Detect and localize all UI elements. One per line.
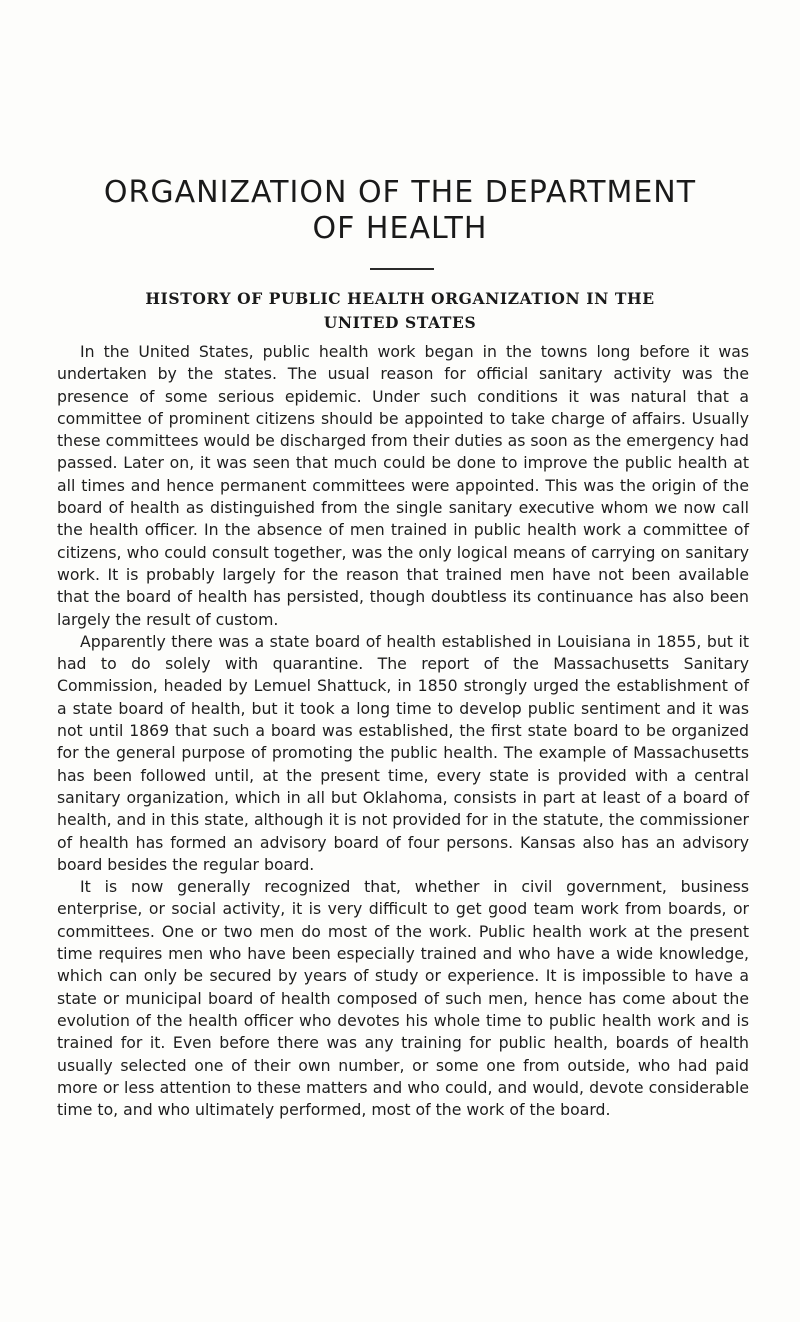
paragraph-2: Apparently there was a state board of health established in Louisiana in 1855, but it had to do solely with quarantine. The report of the Massachusetts Sanitary Commission, headed by Lemuel Shattuck, in 1850 strongly urged the establishment of a state board of health, but it took a long time to develop public sentiment and it was not until 1869 that such a board was established, the first state board to be organized for the general purpose of promoting the public health. The example of Massachusetts has been followed until, at the present time, every state is provided with a central sanitary organization, which in all but Oklahoma, consists in part at least of a board of health, and in this state, although it is not provided for in the statute, the commissioner of health has formed an advisory board of four persons. Kansas also has an advisory board besides the regular board. bbox=[57, 631, 749, 874]
paragraph-3: It is now generally recognized that, whether in civil government, business enterprise, or social activity, it is very difficult to get good team work from boards, or committees. One or two men do most of the work. Public health work at the present time requires men who have been especially trained and who have a wide knowledge, which can only be secured by years of study or experience. It is impossible to have a state or municipal board of health composed of such men, hence has come about the evolution of the health officer who devotes his whole time to public health work and is trained for it. Even before there was any training for public health, boards of health usually selected one of their own number, or some one from outside, who had paid more or less attention to these matters and who could, and would, devote considerable time to, and who ultimately performed, most of the work of the board. bbox=[57, 877, 749, 1120]
body-text bbox=[57, 341, 749, 1121]
section-heading-line-2: UNITED STATES bbox=[323, 313, 477, 332]
page-title-line-1: ORGANIZATION OF THE DEPARTMENT bbox=[103, 175, 697, 210]
page-title-line-2: OF HEALTH bbox=[312, 211, 488, 246]
title-divider bbox=[370, 268, 434, 270]
section-heading-line-1: HISTORY OF PUBLIC HEALTH ORGANIZATION IN THE bbox=[145, 289, 655, 308]
paragraph-1: In the United States, public health work began in the towns long before it was undertaken by the states. The usual reason for official sanitary activity was the presence of some serious epidemic. Under such conditions it was natural that a committee of prominent citizens should be appointed to take charge of affairs. Usually these committees would be discharged from their duties as soon as the emergency had passed. Later on, it was seen that much could be done to improve the public health at all times and hence permanent committees were appointed. This was the origin of the board of health as distinguished from the single sanitary executive whom we now call the health officer. In the absence of men trained in public health work a committee of citizens, who could consult together, was the only logical means of carrying on sanitary work. It is probably largely for the reason that trained men have not been available that the board of health has persisted, though doubtless its continuance has also been largely the result of custom. bbox=[57, 342, 749, 629]
